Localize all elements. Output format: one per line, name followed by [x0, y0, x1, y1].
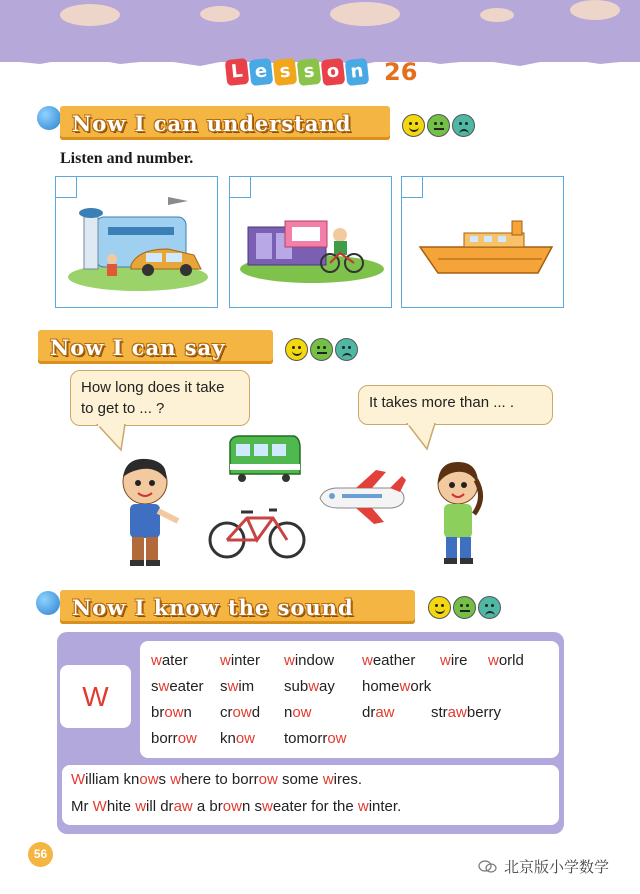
picture-box-bike-shop	[229, 176, 392, 308]
airport-car-illustration	[56, 177, 219, 309]
section-title: Now I know the sound	[72, 594, 354, 620]
bike-building-illustration	[230, 177, 393, 309]
self-assessment-faces	[285, 338, 360, 361]
girl-character	[430, 460, 490, 570]
lesson-letter: o	[321, 58, 346, 86]
phonics-word: window	[284, 652, 335, 669]
wechat-icon	[478, 860, 498, 874]
ship-illustration	[402, 177, 565, 309]
phonics-word: swim	[220, 678, 255, 695]
lesson-letter: e	[249, 58, 274, 86]
self-assessment-faces	[402, 114, 477, 137]
speech-bubble-answer	[358, 385, 553, 425]
lesson-letter: s	[273, 58, 298, 86]
section-banner-say	[38, 330, 273, 364]
phonics-word: water	[151, 652, 188, 669]
picture-box-ship	[401, 176, 564, 308]
top-decorative-band	[0, 0, 640, 62]
airplane-icon	[316, 470, 408, 526]
cloud-decoration	[200, 6, 240, 22]
phonics-letter-card: W	[60, 665, 131, 728]
lesson-title	[226, 58, 417, 86]
bicycle-icon	[207, 502, 307, 562]
page-number: 56	[28, 842, 53, 867]
cloud-decoration	[480, 8, 514, 22]
instruction-text: Listen and number.	[60, 150, 194, 167]
phonics-word: brown	[151, 704, 192, 721]
train-icon	[226, 432, 302, 484]
watermark-text: 北京版小学数学	[504, 859, 610, 876]
lesson-letter: s	[297, 58, 322, 86]
phonics-word: draw	[362, 704, 395, 721]
section-title: Now I can understand	[72, 110, 352, 136]
phonics-word-list	[140, 641, 559, 758]
phonics-word: know	[220, 730, 256, 747]
phonics-sentence: William knows where to borrow some wires.	[71, 771, 362, 788]
phonics-word: borrow	[151, 730, 197, 747]
phonics-word: world	[488, 652, 524, 669]
phonics-word: tomorrow	[284, 730, 347, 747]
phonics-word: homework	[362, 678, 432, 695]
bubble-text: How long does it take to get to ... ?	[81, 379, 225, 417]
cloud-decoration	[60, 4, 120, 26]
happy-face-icon	[428, 596, 451, 619]
phonics-word: sweater	[151, 678, 204, 695]
watermark	[478, 856, 609, 877]
section-title: Now I can say	[50, 334, 226, 360]
neutral-face-icon	[310, 338, 333, 361]
bubble-tail	[95, 424, 135, 454]
sad-face-icon	[335, 338, 358, 361]
globe-icon	[36, 591, 60, 615]
globe-icon	[37, 106, 61, 130]
phonics-word: wire	[440, 652, 468, 669]
section-banner-sound	[60, 590, 415, 624]
neutral-face-icon	[453, 596, 476, 619]
bubble-tail	[405, 423, 445, 453]
phonics-sentence: Mr White will draw a brown sweater for the winter.	[71, 798, 402, 815]
lesson-number: 26	[384, 58, 418, 86]
happy-face-icon	[402, 114, 425, 137]
bubble-text: It takes more than ... .	[369, 394, 515, 411]
lesson-letter: n	[345, 58, 370, 86]
phonics-sentences	[62, 765, 559, 825]
phonics-word: winter	[220, 652, 261, 669]
boy-character	[112, 455, 184, 570]
cloud-decoration	[330, 2, 400, 26]
section-banner-understand	[60, 106, 390, 140]
neutral-face-icon	[427, 114, 450, 137]
lesson-letter: L	[225, 58, 250, 86]
sad-face-icon	[452, 114, 475, 137]
speech-bubble-question	[70, 370, 250, 426]
happy-face-icon	[285, 338, 308, 361]
self-assessment-faces	[428, 596, 503, 619]
picture-box-airport	[55, 176, 218, 308]
phonics-word: now	[284, 704, 312, 721]
phonics-word: strawberry	[431, 704, 502, 721]
cloud-decoration	[570, 0, 620, 20]
phonics-word: subway	[284, 678, 335, 695]
phonics-word: weather	[362, 652, 416, 669]
phonics-word: crowd	[220, 704, 261, 721]
sad-face-icon	[478, 596, 501, 619]
